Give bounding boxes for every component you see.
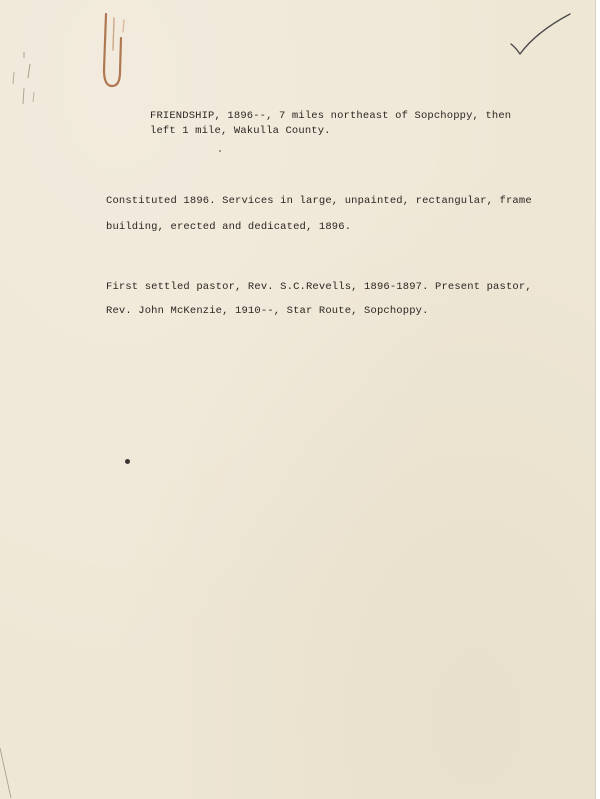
ink-dot [125, 459, 130, 464]
paragraph-2-line-1: First settled pastor, Rev. S.C.Revells, 1896-1897. Present pastor, [106, 281, 532, 293]
heading-line-2: left 1 mile, Wakulla County. [150, 125, 331, 137]
ink-speck [219, 150, 221, 152]
checkmark-icon [508, 12, 572, 58]
paragraph-1-line-2: building, erected and dedicated, 1896. [106, 221, 352, 233]
heading-line-1: FRIENDSHIP, 1896--, 7 miles northeast of Sopchoppy, then [150, 110, 512, 122]
paragraph-1-line-1: Constituted 1896. Services in large, unpainted, rectangular, frame [106, 195, 532, 207]
paperclip-stain-icon [94, 10, 134, 94]
corner-crease-icon [0, 748, 12, 799]
paragraph-2-line-2: Rev. John McKenzie, 1910--, Star Route, Sopchoppy. [106, 305, 429, 317]
pencil-marks-icon [4, 48, 40, 112]
